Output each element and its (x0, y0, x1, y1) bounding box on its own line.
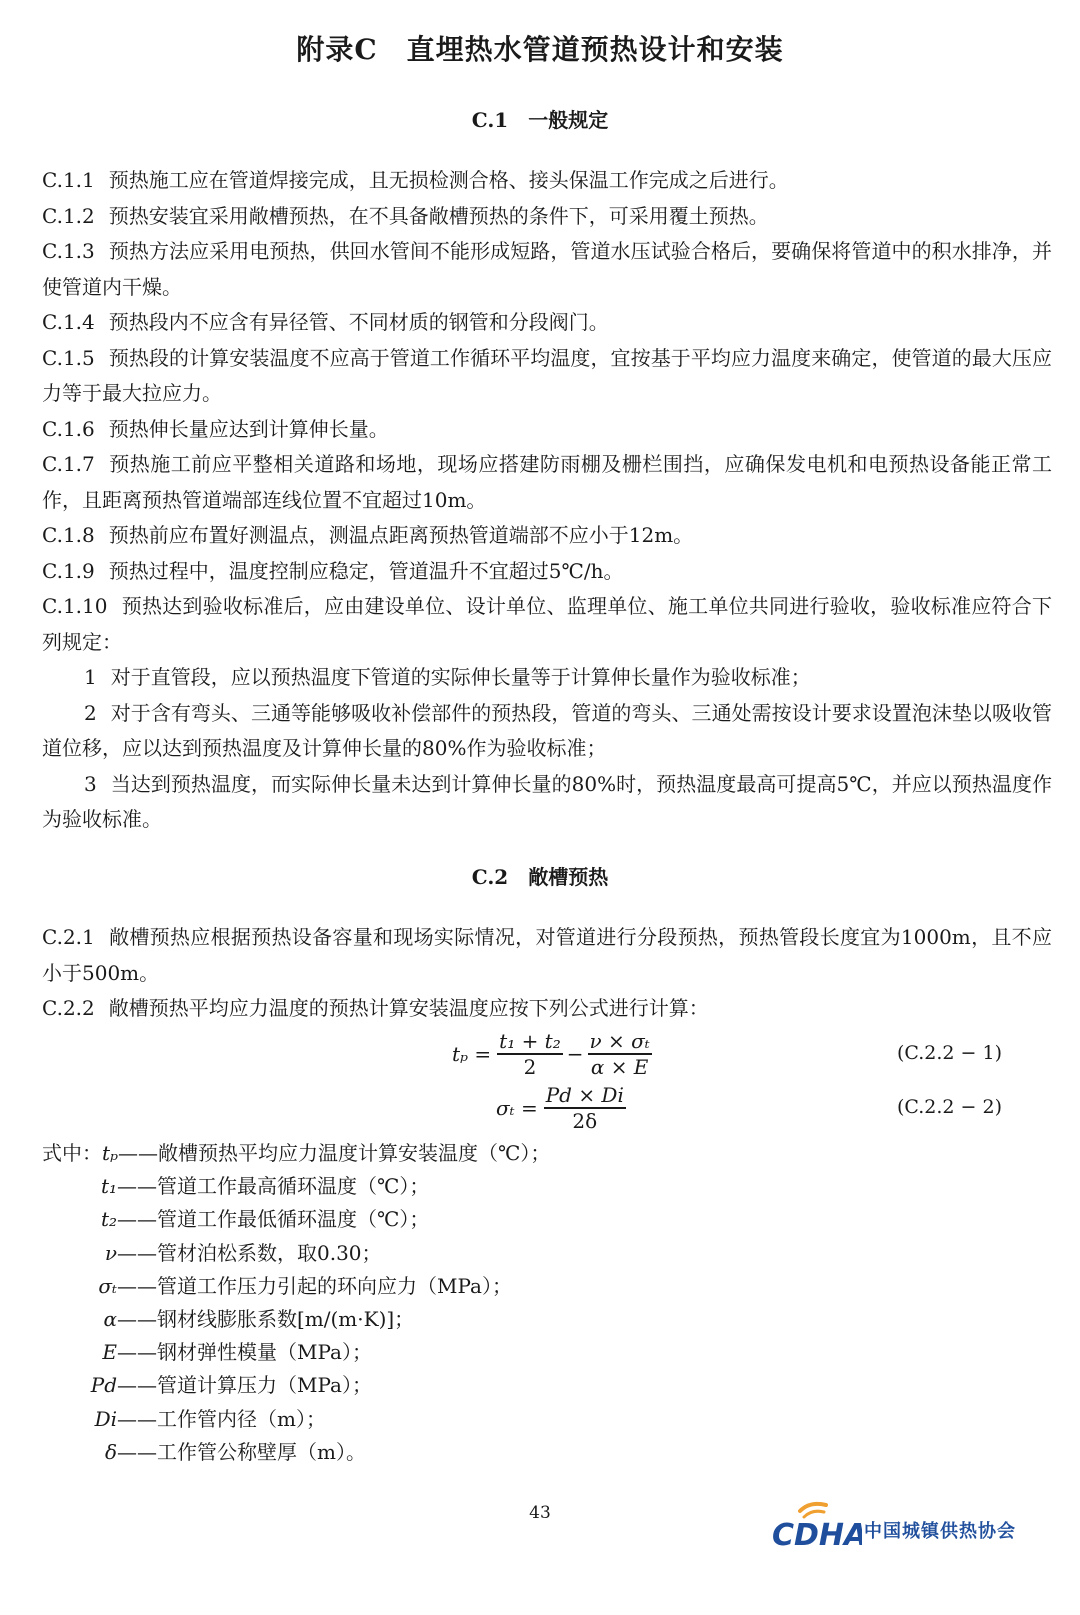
subclause-1: 1 对于直管段，应以预热温度下管道的实际伸长量等于计算伸长量作为验收标准； (84, 665, 811, 689)
clause-c-1-9: C.1.9 预热过程中，温度控制应稳定，管道温升不宜超过5℃/h。 (42, 558, 624, 583)
formula2-label: (C.2.2 − 2) (896, 1096, 1002, 1118)
clause-c-1-10: C.1.10 预热达到验收标准后，应由建设单位、设计单位、监理单位、施工单位共同进行验收，验收标准应符合下列规定： (42, 594, 1052, 654)
cdha-logo (770, 1497, 1040, 1557)
cdha-logo-icon (770, 1497, 862, 1557)
formula2-lhs: σₜ = (496, 1096, 538, 1120)
clause-c-2-1: C.2.1 敞槽预热应根据预热设备容量和现场实际情况，对管道进行分段预热，预热管段长度宜为1000m，且不应小于500m。 (42, 925, 1052, 985)
clause-c-1-8: C.1.8 预热前应布置好测温点，测温点距离预热管道端部不应小于12m。 (42, 523, 694, 547)
formula-c-2-2-2 (0, 1080, 1080, 1136)
definition-row: t₂——管道工作最低循环温度（℃）； (100, 1207, 430, 1232)
section-c1-body (42, 163, 1052, 838)
formula-c-2-2-1 (0, 1026, 1080, 1082)
definition-row: 式中：tₚ——敞槽预热平均应力温度计算安装温度（℃）； (42, 1141, 551, 1165)
definition-row: t₁——管道工作最高循环温度（℃）； (100, 1174, 430, 1199)
formula1-fraction-1: $\frac{\text{t₁ + t₂}}{2}$ (499, 1029, 561, 1079)
formula1-label: (C.2.2 − 1) (896, 1042, 1002, 1064)
clause-c-2-2: C.2.2 敞槽预热平均应力温度的预热计算安装温度应按下列公式进行计算： (42, 996, 709, 1020)
page-title: 附录C 直埋热水管道预热设计和安装 (296, 33, 784, 66)
subclause-2: 2 对于含有弯头、三通等能够吸收补偿部件的预热段，管道的弯头、三通处需按设计要求设置泡沫垫以吸收管道位移，应以达到预热温度及计算伸长量的80%作为验收标准； (42, 700, 1052, 760)
svg-text:CDHA: CDHA (772, 1518, 862, 1553)
formula1-lhs: tₚ = (452, 1042, 492, 1066)
subclause-3: 3 当达到预热温度，而实际伸长量未达到计算伸长量的80%时，预热温度最高可提高5℃，并应以预热温度作为验收标准。 (42, 771, 1052, 831)
definition-row: σₜ——管道工作压力引起的环向应力（MPa）； (98, 1273, 512, 1298)
formula1-fraction-2: $\frac{\text{ν × σₜ}}{\alpha \times E}$ (589, 1029, 650, 1079)
cdha-logo-name: 中国城镇供热协会 (864, 1521, 1016, 1542)
section-heading-c2: C.2 敞槽预热 (471, 865, 609, 889)
formula2-fraction: $\frac{Pd \times Di}{2\delta}$ (545, 1083, 624, 1133)
definition-row: Di——工作管内径（m）； (94, 1406, 326, 1431)
symbol-definitions (42, 1137, 1042, 1469)
clause-c-1-2: C.1.2 预热安装宜采用敞槽预热，在不具备敞槽预热的条件下，可采用覆土预热。 (42, 203, 769, 228)
formula1-minus: − (566, 1042, 584, 1066)
definition-row: α——钢材线膨胀系数[m/(m·K)]； (103, 1306, 415, 1331)
clause-c-1-7: C.1.7 预热施工前应平整相关道路和场地，现场应搭建防雨棚及栅栏围挡，应确保发电机和电预热设备能正常工作，且距离预热管道端部连线位置不宜超过10m。 (42, 452, 1052, 512)
clause-c-1-4: C.1.4 预热段内不应含有异径管、不同材质的钢管和分段阀门。 (42, 310, 609, 334)
section-heading-c1: C.1 一般规定 (471, 108, 609, 132)
clause-c-1-1: C.1.1 预热施工应在管道焊接完成，且无损检测合格、接头保温工作完成之后进行。 (42, 168, 789, 192)
definition-row: Pd——管道计算压力（MPa）； (90, 1373, 372, 1398)
page-number: 43 (529, 1503, 551, 1523)
definition-row: δ——工作管公称壁厚（m）。 (104, 1439, 366, 1464)
section-c2-body (42, 920, 1052, 1027)
clause-c-1-3: C.1.3 预热方法应采用电预热，供回水管间不能形成短路，管道水压试验合格后，要确保将管道中的积水排净，并使管道内干燥。 (42, 239, 1052, 299)
definition-row: ν——管材泊松系数，取0.30； (104, 1240, 382, 1265)
clause-c-1-5: C.1.5 预热段的计算安装温度不应高于管道工作循环平均温度，宜按基于平均应力温度来确定，使管道的最大压应力等于最大拉应力。 (42, 345, 1052, 405)
clause-c-1-6: C.1.6 预热伸长量应达到计算伸长量。 (42, 416, 389, 441)
definition-row: E——钢材弹性模量（MPa）； (102, 1340, 372, 1365)
